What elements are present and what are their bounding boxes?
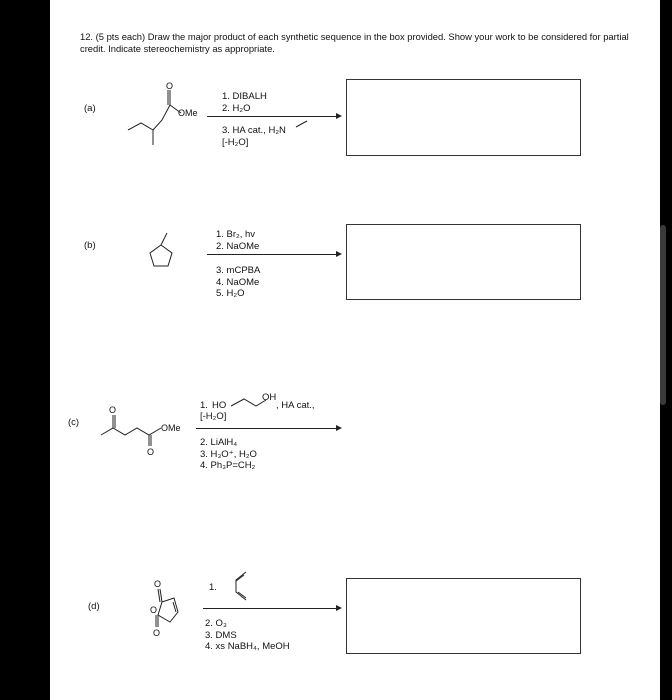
part-a-reagents-above: 1. DIBALH 2. H₂O: [222, 91, 267, 114]
part-c-reagent-dehydration: [-H₂O]: [200, 411, 227, 422]
part-a-answer-box[interactable]: [346, 79, 581, 156]
part-a-molecule: [120, 80, 210, 160]
svg-text:O: O: [154, 579, 162, 589]
question-text: 12. (5 pts each) Draw the major product of each synthetic sequence in the box provided. Show your work to be considered for partial credit. Indicate stereochemistry as appropriate.: [80, 31, 629, 54]
svg-text:O: O: [166, 81, 174, 91]
part-c-reagent-prefix: 1.: [200, 400, 208, 411]
part-c-ketoester: [95, 400, 195, 460]
svg-text:OMe: OMe: [161, 423, 181, 433]
part-c-reagent-tail: , HA cat.,: [276, 400, 315, 411]
part-c-reagents-below: 2. LiAlH₄ 3. H₃O⁺, H₂O 4. Ph₃P=CH₂: [200, 437, 257, 471]
svg-text:O: O: [153, 628, 161, 638]
part-a-amine-ethyl: [295, 118, 315, 130]
part-d-reagents-below: 2. O₃ 3. DMS 4. xs NaBH₄, MeOH: [205, 618, 290, 652]
part-b-reaction-arrow: [207, 254, 340, 255]
part-c-diol-ho: HO: [212, 400, 227, 411]
part-b-answer-box[interactable]: [346, 224, 581, 300]
svg-text:O: O: [147, 447, 155, 457]
part-d-diene-prefix: 1.: [209, 582, 217, 593]
part-d-label: (d): [88, 601, 100, 612]
part-b-label: (b): [84, 240, 96, 251]
svg-text:OMe: OMe: [178, 108, 198, 118]
part-b-reagents-below: 3. mCPBA 4. NaOMe 5. H₂O: [216, 265, 261, 299]
part-a-reagents-below: 3. HA cat., H₂N [-H₂O]: [222, 125, 286, 148]
part-a-label: (a): [84, 103, 96, 114]
part-b-reagents-above: 1. Br₂, hv 2. NaOMe: [216, 229, 260, 252]
part-d-answer-box[interactable]: [346, 578, 581, 654]
svg-text:O: O: [150, 605, 158, 615]
part-d-butadiene: [222, 570, 252, 602]
part-c-label: (c): [68, 417, 80, 428]
part-d-maleic-anhydride: [140, 575, 190, 645]
part-d-reaction-arrow: [203, 608, 340, 609]
scrollbar[interactable]: [660, 225, 666, 405]
part-c-diol-oh: OH: [262, 392, 277, 403]
svg-text:O: O: [109, 405, 117, 415]
part-a-reaction-arrow: [207, 116, 340, 117]
part-b-methylcyclopentane: [145, 228, 185, 273]
part-c-reaction-arrow: [196, 428, 340, 429]
